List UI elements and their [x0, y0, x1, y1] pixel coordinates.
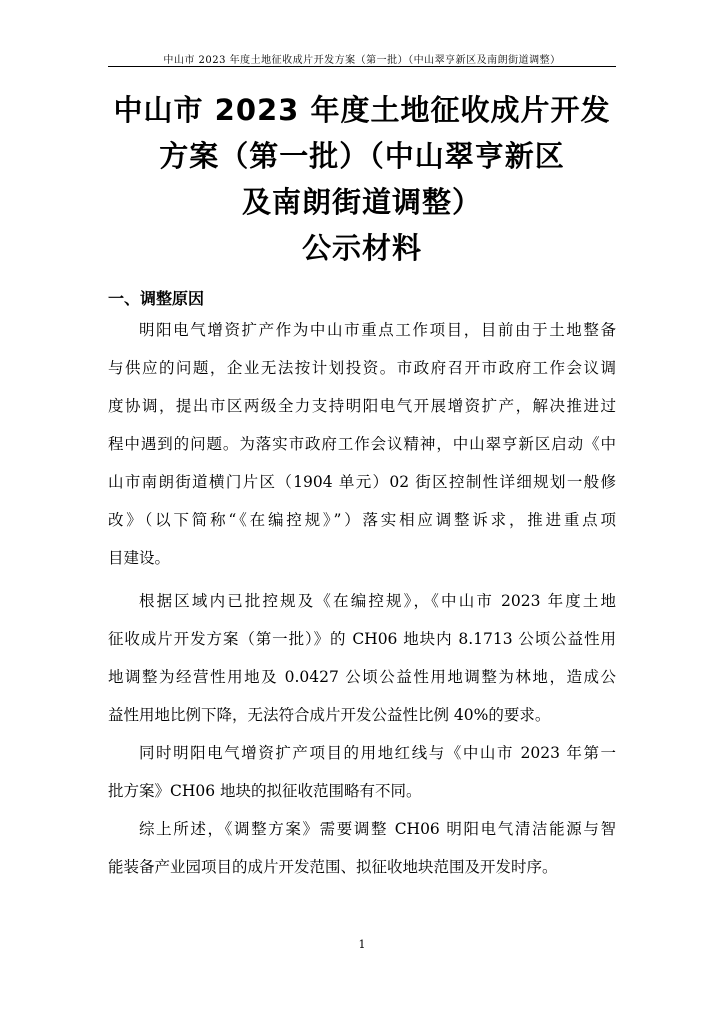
paragraph-line: 山市南朗街道横门片区（1904 单元）02 街区控制性详细规划一般修: [108, 473, 616, 491]
running-header: 中山市 2023 年度土地征收成片开发方案（第一批）（中山翠亨新区及南朗街道调整）: [163, 55, 561, 66]
paragraph-line: 综上所述，《调整方案》需要调整 CH06 明阳电气清洁能源与智: [139, 820, 616, 838]
paragraph-line: 明阳电气增资扩产作为中山市重点工作项目，目前由于土地整备: [139, 321, 616, 339]
paragraph-line: 批方案》CH06 地块的拟征收范围略有不同。: [108, 782, 422, 800]
page-number: 1: [358, 938, 366, 951]
paragraph-line: 同时明阳电气增资扩产项目的用地红线与《中山市 2023 年第一: [139, 744, 616, 762]
paragraph-line: 能装备产业园项目的成片开发范围、拟征收地块范围及开发时序。: [108, 858, 558, 876]
title-line-1: 中山市 2023 年度土地征收成片开发: [113, 93, 611, 127]
paragraph-line: 益性用地比例下降，无法符合成片开发公益性比例 40%的要求。: [108, 706, 551, 724]
section-heading: 一、调整原因: [108, 289, 205, 308]
document-title: [108, 87, 616, 271]
paragraph-line: 改》（以下简称“《在编控规》”）落实相应调整诉求，推进重点项: [108, 511, 616, 529]
paragraph-line: 度协调，提出市区两级全力支持明阳电气开展增资扩产，解决推进过: [108, 397, 616, 415]
header-divider: [108, 66, 616, 67]
paragraph-line: 地调整为经营性用地及 0.0427 公顷公益性用地调整为林地，造成公: [108, 668, 616, 686]
paragraph-line: 与供应的问题，企业无法按计划投资。市政府召开市政府工作会议调: [108, 359, 616, 377]
paragraph-line: 程中遇到的问题。为落实市政府工作会议精神，中山翠亨新区启动《中: [108, 435, 616, 453]
paragraph-line: 根据区域内已批控规及《在编控规》，《中山市 2023 年度土地: [139, 592, 616, 610]
paragraph-line: 目建设。: [108, 549, 171, 567]
title-line-2: 方案（第一批）（中山翠亨新区: [159, 139, 565, 173]
paragraph-line: 征收成片开发方案（第一批）》的 CH06 地块内 8.1713 公顷公益性用: [108, 630, 616, 648]
title-line-4: 公示材料: [301, 231, 422, 265]
title-line-3: 及南朗街道调整）: [241, 185, 482, 219]
